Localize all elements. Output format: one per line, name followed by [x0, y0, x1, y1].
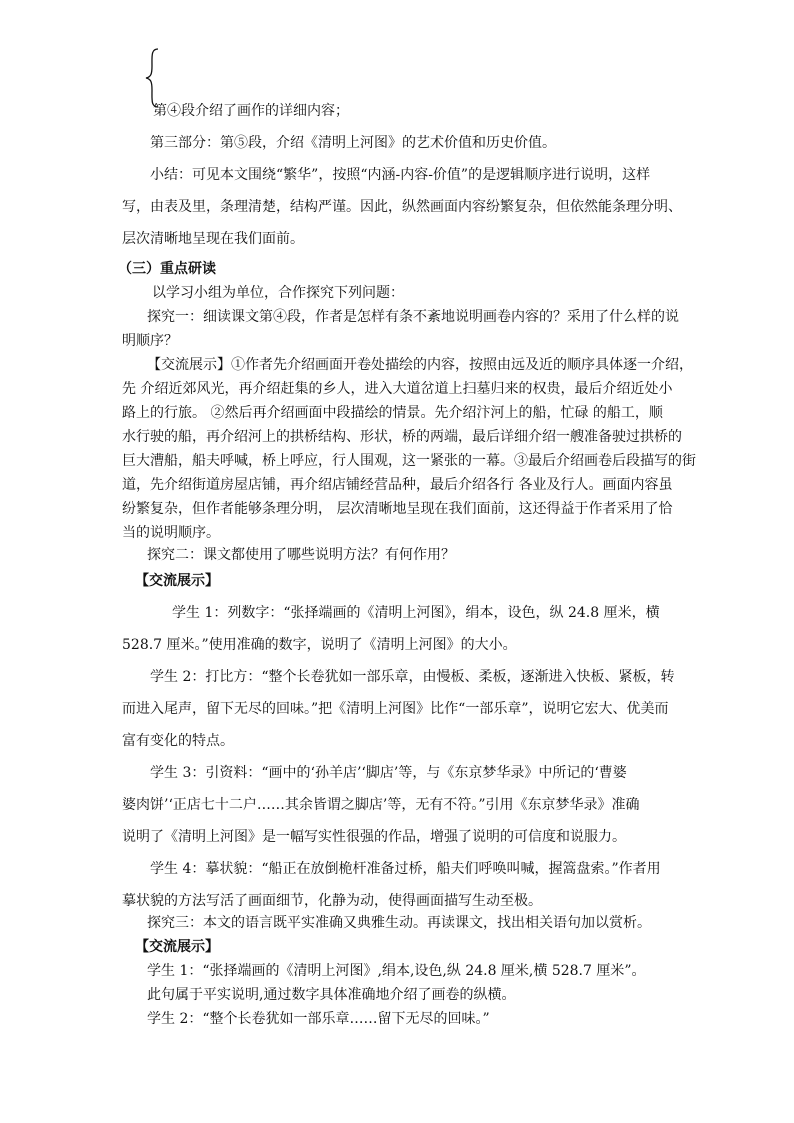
student-four-line-1: 学生 4：摹状貌：“船正在放倒桅杆准备过桥，船夫们呼唤叫喊，握篙盘索。”作者用	[150, 861, 661, 877]
summary-line-3: 层次清晰地呈现在我们面前。	[122, 231, 304, 247]
answer-one-line-1: 【交流展示】①作者先介绍画面开卷处描绘的内容，按照由远及近的顺序具体逐一介绍，	[147, 357, 693, 373]
student-one-quote: 学生 1：“张择端画的《清明上河图》,绢本,设色,纵 24.8 厘米,横 528.7 厘米”。	[147, 963, 646, 979]
answer-one-line-2: 先 介绍近郊风光，再介绍赶集的乡人，进入大道岔道上扫墓归来的权贵，最后介绍近处小	[122, 381, 673, 397]
student-two-line-2: 而进入尾声，留下无尽的回味。”把《清明上河图》比作“一部乐章”，说明它宏大、优美而	[122, 701, 669, 717]
summary-line-1: 小结：可见本文围绕“繁华”，按照“内涵-内容-价值”的是逻辑顺序进行说明，这样	[150, 167, 651, 183]
student-one-line-1: 学生 1：列数字：“张择端画的《清明上河图》，绢本，设色，纵 24.8 厘米，横	[172, 605, 660, 621]
student-one-line-2: 528.7 厘米。”使用准确的数字，说明了《清明上河图》的大小。	[122, 637, 517, 653]
student-two-line-3: 富有变化的特点。	[122, 733, 234, 749]
student-three-line-1: 学生 3：引资料：“画中的‘孙羊店’‘脚店’等，与《东京梦华录》中所记的‘曹婆	[150, 765, 627, 781]
student-one-analysis: 此句属于平实说明,通过数字具体准确地介绍了画卷的纵横。	[147, 987, 516, 1003]
curly-brace-icon	[145, 48, 159, 108]
instruction: 以学习小组为单位，合作探究下列问题：	[152, 285, 404, 301]
student-three-line-3: 说明了《清明上河图》是一幅写实性很强的作品，增强了说明的可信度和说服力。	[122, 829, 626, 845]
question-three: 探究三：本文的语言既平实准确又典雅生动。再读课文，找出相关语句加以赏析。	[147, 915, 651, 931]
student-three-line-2: 婆肉饼’‘正店七十二户……其余皆谓之脚店’等，无有不符。”引用《东京梦华录》准确	[122, 797, 640, 813]
question-one-cont: 明顺序？	[122, 333, 178, 349]
section-heading: （三）重点研读	[118, 261, 216, 277]
answer-one-line-6: 道，先介绍街道房屋店铺，再介绍店铺经营品种，最后介绍各行 各业及行人。画面内容虽	[122, 477, 673, 493]
question-one: 探究一：细读课文第④段，作者是怎样有条不紊地说明画卷内容的？采用了什么样的说	[147, 309, 679, 325]
student-four-line-2: 摹状貌的方法写活了画面细节，化静为动，使得画面描写生动至极。	[122, 893, 542, 909]
summary-line-2: 写，由表及里，条理清楚，结构严谨。因此，纵然画面内容纷繁复杂，但依然能条理分明、	[122, 199, 682, 215]
answer-one-line-8: 当的说明顺序。	[122, 525, 220, 541]
exchange-heading-two: 【交流展示】	[135, 573, 219, 589]
outline-item: 第④段介绍了画作的详细内容；	[153, 103, 349, 119]
question-two: 探究二：课文都使用了哪些说明方法？有何作用？	[147, 547, 455, 563]
answer-one-line-3: 路上的行旅。 ②然后再介绍画面中段描绘的情景。先介绍汴河上的船，忙碌 的船工，顺	[122, 405, 663, 421]
student-two-quote: 学生 2：“整个长卷犹如一部乐章……留下无尽的回味。”	[147, 1011, 490, 1027]
exchange-heading-three: 【交流展示】	[135, 939, 219, 955]
answer-one-line-4: 水行驶的船，再介绍河上的拱桥结构、形状，桥的两端，最后详细介绍一艘准备驶过拱桥的	[122, 429, 682, 445]
student-two-line-1: 学生 2：打比方：“整个长卷犹如一部乐章，由慢板、柔板，逐渐进入快板、紧板，转	[150, 669, 675, 685]
answer-one-line-7: 纷繁复杂，但作者能够条理分明， 层次清晰地呈现在我们面前，这还得益于作者采用了恰	[122, 501, 673, 517]
outline-part-three: 第三部分：第⑤段，介绍《清明上河图》的艺术价值和历史价值。	[150, 135, 556, 151]
answer-one-line-5: 巨大漕船，船夫呼喊，桥上呼应，行人围观，这一紧张的一幕。③最后介绍画卷后段描写的街	[122, 453, 696, 469]
